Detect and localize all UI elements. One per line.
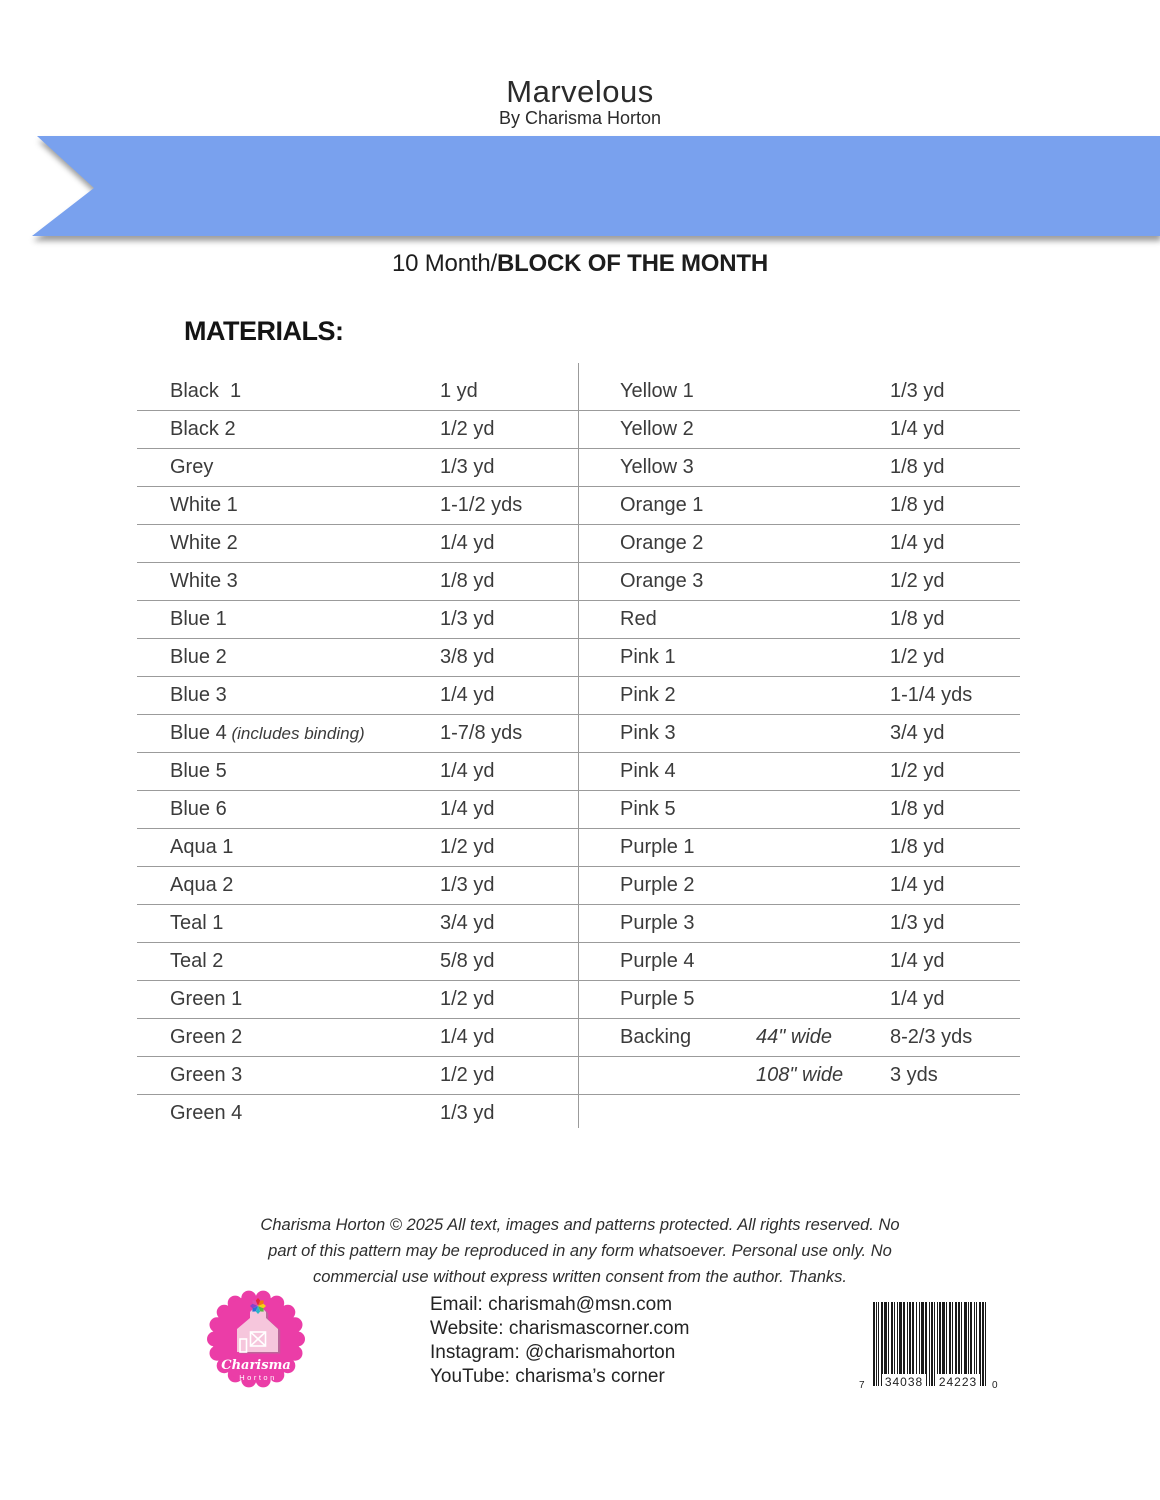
table-cell (578, 563, 1020, 600)
material-name: Blue 3 (170, 684, 227, 706)
logo-name-sub: Horton (239, 1373, 277, 1382)
table-cell (578, 449, 1020, 486)
material-note: (includes binding) (226, 724, 365, 743)
barcode-left-digit: 7 (859, 1380, 865, 1391)
material-qty: 1/2 yd (440, 988, 495, 1010)
material-qty: 1/4 yd (890, 950, 945, 972)
material-name: Yellow 3 (620, 456, 694, 478)
table-row (137, 867, 1020, 905)
table-cell (578, 943, 1020, 980)
table-row (137, 1019, 1020, 1057)
material-name: Aqua 1 (170, 836, 234, 858)
material-name: White 1 (170, 494, 238, 516)
material-name: Pink 1 (620, 646, 676, 668)
copyright-line: commercial use without express written consent from the author. Thanks. (312, 1268, 848, 1286)
materials-heading: MATERIALS: (184, 316, 344, 346)
material-qty: 1/8 yd (440, 570, 495, 592)
table-cell (578, 981, 1020, 1018)
table-cell (578, 487, 1020, 524)
material-qty: 5/8 yd (440, 950, 495, 972)
material-qty: 8-2/3 yds (890, 1026, 973, 1048)
charisma-horton-logo (206, 1288, 306, 1391)
table-row (137, 525, 1020, 563)
material-qty: 3/4 yd (440, 912, 495, 934)
table-cell (137, 601, 578, 638)
material-name: Green 2 (170, 1026, 243, 1048)
material-qty: 1/3 yd (890, 912, 945, 934)
table-cell (137, 715, 578, 752)
material-qty: 1/4 yd (890, 874, 945, 896)
material-qty: 1/2 yd (890, 646, 945, 668)
table-cell (137, 943, 578, 980)
banner-ribbon-shape (0, 136, 1160, 236)
logo-name-script: Charisma (221, 1358, 291, 1373)
material-qty: 1/4 yd (440, 532, 495, 554)
table-row (137, 1095, 1020, 1133)
byline: By Charisma Horton (498, 108, 662, 128)
material-qty: 1-1/4 yds (890, 684, 973, 706)
table-row (137, 411, 1020, 449)
copyright-notice (0, 1212, 1160, 1290)
table-row (137, 829, 1020, 867)
material-name: Purple 1 (620, 836, 695, 858)
table-row (137, 981, 1020, 1019)
material-name: Teal 2 (170, 950, 224, 972)
material-name: Aqua 2 (170, 874, 234, 896)
material-qty: 1/4 yd (890, 988, 945, 1010)
table-row (137, 449, 1020, 487)
subtitle-regular: 10 Month/ (392, 250, 497, 277)
contact-info (430, 1293, 689, 1389)
material-name: Green 3 (170, 1064, 243, 1086)
material-name: Purple 3 (620, 912, 695, 934)
table-cell (137, 753, 578, 790)
material-qty: 1/2 yd (440, 1064, 495, 1086)
table-cell (578, 411, 1020, 448)
material-qty: 1/4 yd (440, 1026, 495, 1048)
table-cell (137, 981, 578, 1018)
table-row (137, 905, 1020, 943)
material-qty: 1/8 yd (890, 836, 945, 858)
table-cell (137, 373, 578, 410)
material-qty: 1-7/8 yds (440, 722, 523, 744)
contact-line: Instagram: @charismahorton (430, 1342, 676, 1363)
material-name: Teal 1 (170, 912, 224, 934)
table-cell (137, 829, 578, 866)
table-cell (578, 639, 1020, 676)
material-name: Pink 2 (620, 684, 676, 706)
table-row (137, 753, 1020, 791)
material-name: Pink 4 (620, 760, 676, 782)
upc-barcode (858, 1302, 1010, 1398)
table-cell (578, 791, 1020, 828)
material-qty: 1/3 yd (440, 456, 495, 478)
material-qty: 1/2 yd (440, 418, 495, 440)
table-row (137, 943, 1020, 981)
barcode-group1: 34038 (882, 1374, 926, 1390)
material-name: Black 2 (170, 418, 236, 440)
material-qty: 1/4 yd (440, 684, 495, 706)
material-name: Blue 5 (170, 760, 227, 782)
material-name: Green 1 (170, 988, 243, 1010)
material-qty: 1/8 yd (890, 608, 945, 630)
contact-line: Website: charismascorner.com (430, 1318, 690, 1339)
material-name: Blue 6 (170, 798, 227, 820)
barcode-right-digit: 0 (992, 1380, 998, 1391)
material-qty: 1/8 yd (890, 456, 945, 478)
table-cell (137, 525, 578, 562)
material-name: Orange 1 (620, 494, 704, 516)
material-qty: 1/8 yd (890, 798, 945, 820)
material-name: Purple 2 (620, 874, 695, 896)
material-name: White 3 (170, 570, 238, 592)
subtitle-bold: BLOCK OF THE MONTH (496, 250, 768, 277)
table-cell (578, 1019, 1020, 1056)
table-row (137, 563, 1020, 601)
material-width: 108" wide (756, 1064, 844, 1086)
table-cell (137, 1057, 578, 1094)
barcode-group2: 24223 (936, 1374, 980, 1390)
logo-pinwheel-star-icon (250, 1298, 266, 1314)
material-name: White 2 (170, 532, 238, 554)
material-name: Grey (170, 456, 214, 478)
table-row (137, 639, 1020, 677)
table-cell (578, 601, 1020, 638)
material-name: Black 1 (170, 380, 242, 402)
table-cell (137, 1019, 578, 1056)
table-row (137, 715, 1020, 753)
table-row (137, 677, 1020, 715)
material-qty: 1/3 yd (440, 608, 495, 630)
table-cell (137, 639, 578, 676)
material-name: Yellow 1 (620, 380, 694, 402)
table-row (137, 791, 1020, 829)
table-cell (578, 525, 1020, 562)
table-cell (578, 715, 1020, 752)
table-cell (578, 677, 1020, 714)
material-qty: 1-1/2 yds (440, 494, 523, 516)
table-row (137, 1057, 1020, 1095)
subtitle (0, 250, 1160, 278)
copyright-line: Charisma Horton © 2025 All text, images and patterns protected. All rights reserved. No (260, 1216, 900, 1234)
table-cell (137, 449, 578, 486)
table-cell (137, 1095, 578, 1133)
material-name: Purple 5 (620, 988, 695, 1010)
material-qty: 3 yds (890, 1064, 938, 1086)
table-row (137, 487, 1020, 525)
material-qty: 1/4 yd (440, 798, 495, 820)
table-row (137, 373, 1020, 411)
table-cell (578, 829, 1020, 866)
material-name: Green 4 (170, 1102, 243, 1124)
table-cell (137, 867, 578, 904)
copyright-line: part of this pattern may be reproduced in any form whatsoever. Personal use only. No (268, 1242, 892, 1260)
material-name: Yellow 2 (620, 418, 694, 440)
material-name: Orange 2 (620, 532, 704, 554)
material-qty: 1/3 yd (440, 1102, 495, 1124)
table-cell (578, 1095, 1020, 1133)
table-cell (137, 677, 578, 714)
material-name: Blue 4 (includes binding) (170, 722, 365, 744)
material-qty: 1/3 yd (440, 874, 495, 896)
banner-ribbon (0, 136, 1160, 236)
contact-line: YouTube: charisma’s corner (430, 1366, 665, 1387)
material-name: Red (620, 608, 657, 630)
material-qty: 1/2 yd (440, 836, 495, 858)
material-qty: 3/4 yd (890, 722, 945, 744)
table-cell (578, 373, 1020, 410)
material-qty: 1/2 yd (890, 760, 945, 782)
table-cell (578, 867, 1020, 904)
material-qty: 1/3 yd (890, 380, 945, 402)
material-qty: 3/8 yd (440, 646, 495, 668)
table-cell (578, 753, 1020, 790)
material-qty: 1/4 yd (890, 532, 945, 554)
page-title: Marvelous (506, 74, 654, 109)
table-cell (137, 905, 578, 942)
material-qty: 1/4 yd (440, 760, 495, 782)
table-cell (137, 411, 578, 448)
material-width: 44" wide (756, 1026, 833, 1048)
material-qty: 1/8 yd (890, 494, 945, 516)
materials-table (137, 373, 1020, 1133)
material-name: Pink 3 (620, 722, 676, 744)
contact-line: Email: charismah@msn.com (430, 1294, 673, 1315)
table-cell (578, 905, 1020, 942)
material-qty: 1 yd (440, 380, 478, 402)
table-row (137, 601, 1020, 639)
table-cell (137, 791, 578, 828)
table-cell (578, 1057, 1020, 1094)
material-name: Purple 4 (620, 950, 695, 972)
material-qty: 1/4 yd (890, 418, 945, 440)
table-cell (137, 563, 578, 600)
table-cell (137, 487, 578, 524)
material-name: Blue 2 (170, 646, 227, 668)
material-name: Blue 1 (170, 608, 227, 630)
material-name: Backing (620, 1026, 692, 1048)
material-name: Orange 3 (620, 570, 704, 592)
material-qty: 1/2 yd (890, 570, 945, 592)
material-name: Pink 5 (620, 798, 676, 820)
